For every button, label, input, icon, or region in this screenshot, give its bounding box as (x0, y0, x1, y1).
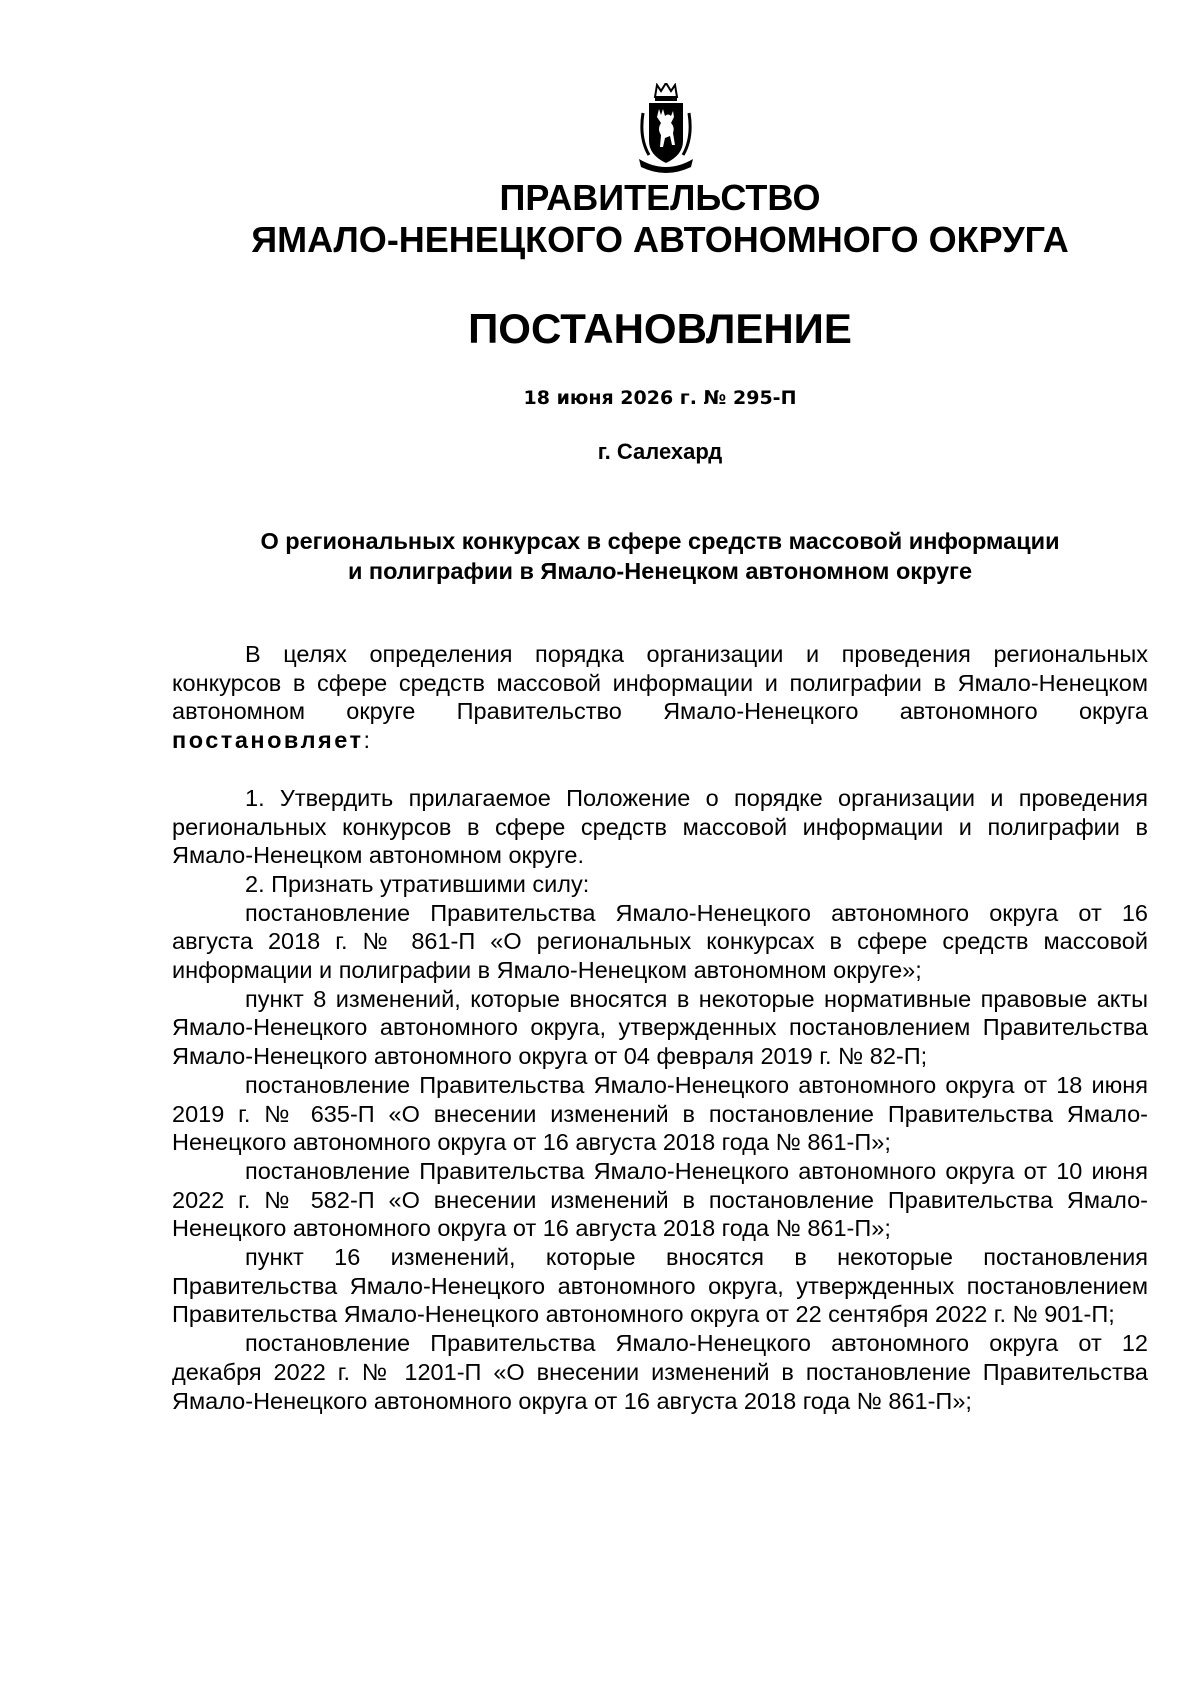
government-title-line1: ПРАВИТЕЛЬСТВО (499, 177, 821, 218)
subject-line1: О региональных конкурсах в сфере средств массовой информации (260, 528, 1060, 554)
document-date-number: 18 июня 2026 г. № 295-П (523, 387, 797, 409)
repealed-item: постановление Правительства Ямало-Ненецкого автономного округа от 18 июня 2019 г. № 635-П «О внесении изменений в постановление Правительства Ямало-Ненецкого автономного округа от 16 августа 2018 года № 861-П»; (172, 1071, 1148, 1156)
resolves-word: постановляет (172, 727, 364, 754)
repealed-item: пункт 8 изменений, которые вносятся в некоторые нормативные правовые акты Ямало-Ненецкого автономного округа, утвержденных постановлением Правительства Ямало-Ненецкого автономного округа от 04 февраля 2019 г. № 82-П; (172, 985, 1148, 1070)
preamble-text: В целях определения порядка организации и проведения региональных конкурсов в сфере средств массовой информации и полиграфии в Ямало-Ненецком автономном округе Правительство Ямало-Ненецкого автономного округа (172, 641, 1148, 725)
repealed-item: постановление Правительства Ямало-Ненецкого автономного округа от 12 декабря 2022 г. № 1201-П «О внесении изменений в постановление Правительства Ямало-Ненецкого автономного округа от 16 августа 2018 года № 861-П»; (172, 1330, 1148, 1414)
government-title-line2: ЯМАЛО-НЕНЕЦКОГО АВТОНОМНОГО ОКРУГА (251, 219, 1069, 260)
repealed-item: постановление Правительства Ямало-Ненецкого автономного округа от 16 августа 2018 г. № 861-П «О региональных конкурсах в сфере средств массовой информации и полиграфии в Ямало-Ненецком автономном округе»; (172, 899, 1148, 984)
document-type: ПОСТАНОВЛЕНИЕ (468, 305, 852, 352)
document-body (172, 640, 1148, 1415)
preamble-paragraph (172, 640, 1148, 755)
document-subject (0, 526, 1200, 586)
item-1-paragraph: 1. Утвердить прилагаемое Положение о порядке организации и проведения региональных конкурсов в сфере средств массовой информации и полиграфии в Ямало-Ненецком автономном округе. (172, 784, 1148, 869)
resolves-colon: : (363, 727, 371, 754)
item-2-paragraph: 2. Признать утратившими силу: (245, 870, 590, 897)
document-place: г. Салехард (597, 439, 723, 464)
coat-of-arms-icon (635, 83, 697, 175)
repealed-item: пункт 16 изменений, которые вносятся в некоторые постановления Правительства Ямало-Ненецкого автономного округа, утвержденных постановлением Правительства Ямало-Ненецкого автономного округа от 22 сентября 2022 г. № 901-П; (172, 1244, 1148, 1328)
subject-line2: и полиграфии в Ямало-Ненецком автономном округе (347, 558, 973, 584)
repealed-item: постановление Правительства Ямало-Ненецкого автономного округа от 10 июня 2022 г. № 582-П «О внесении изменений в постановление Правительства Ямало-Ненецкого автономного округа от 16 августа 2018 года № 861-П»; (172, 1157, 1148, 1242)
